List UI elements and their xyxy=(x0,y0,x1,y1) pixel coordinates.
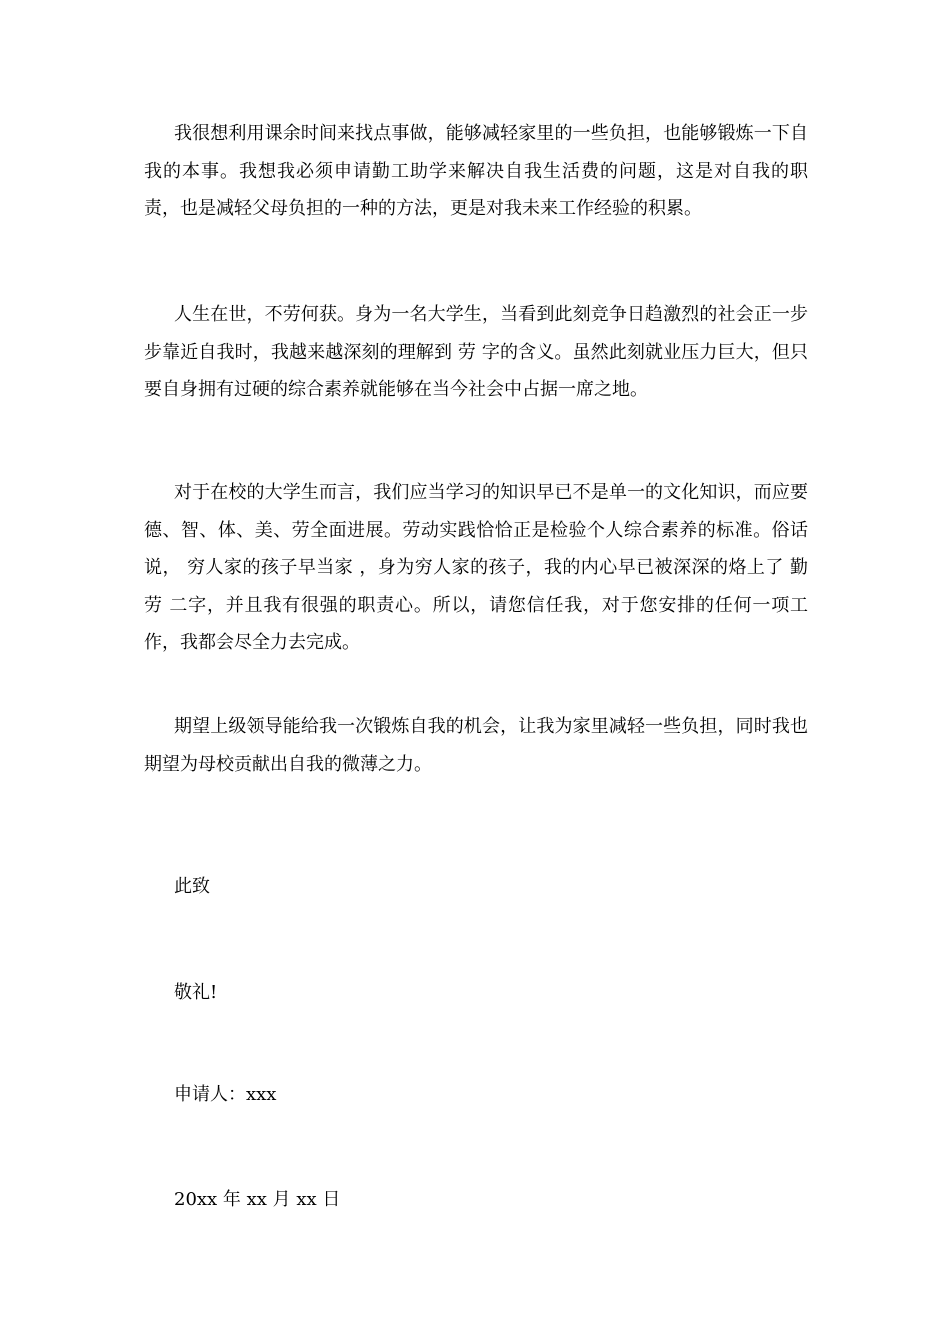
body-paragraph-3: 对于在校的大学生而言，我们应当学习的知识早已不是单一的文化知识，而应要德、智、体、美、劳全面进展。劳动实践恰恰正是检验个人综合素养的标准。俗话说， 穷人家的孩子早当家 ，身为穷人家的孩子，我的内心早已被深深的烙上了 勤劳 二字，并且我有很强的职责心。所以，请您信任我，对于您安排的任何一项工作，我都会尽全力去完成。 xyxy=(144,482,808,653)
body-paragraph-4: 期望上级领导能给我一次锻炼自我的机会，让我为家里减轻一些负担，同时我也期望为母校贡献出自我的微薄之力。 xyxy=(144,716,808,775)
body-paragraph-2: 人生在世，不劳何获。身为一名大学生，当看到此刻竞争日趋激烈的社会正一步步靠近自我时，我越来越深刻的理解到 劳 字的含义。虽然此刻就业压力巨大，但只要自身拥有过硬的综合素养就能够在当今社会中占据一席之地。 xyxy=(144,304,808,400)
applicant-signature: 申请人：xxx xyxy=(174,1084,277,1105)
body-paragraph-1: 我很想利用课余时间来找点事做，能够减轻家里的一些负担，也能够锻炼一下自我的本事。我想我必须申请勤工助学来解决自我生活费的问题，这是对自我的职责，也是减轻父母负担的一种的方法，更是对我未来工作经验的积累。 xyxy=(144,123,808,219)
closing-salutation: 此致 xyxy=(174,876,210,897)
closing-regards: 敬礼! xyxy=(174,982,218,1003)
signature-date: 20xx 年 xx 月 xx 日 xyxy=(174,1189,341,1210)
